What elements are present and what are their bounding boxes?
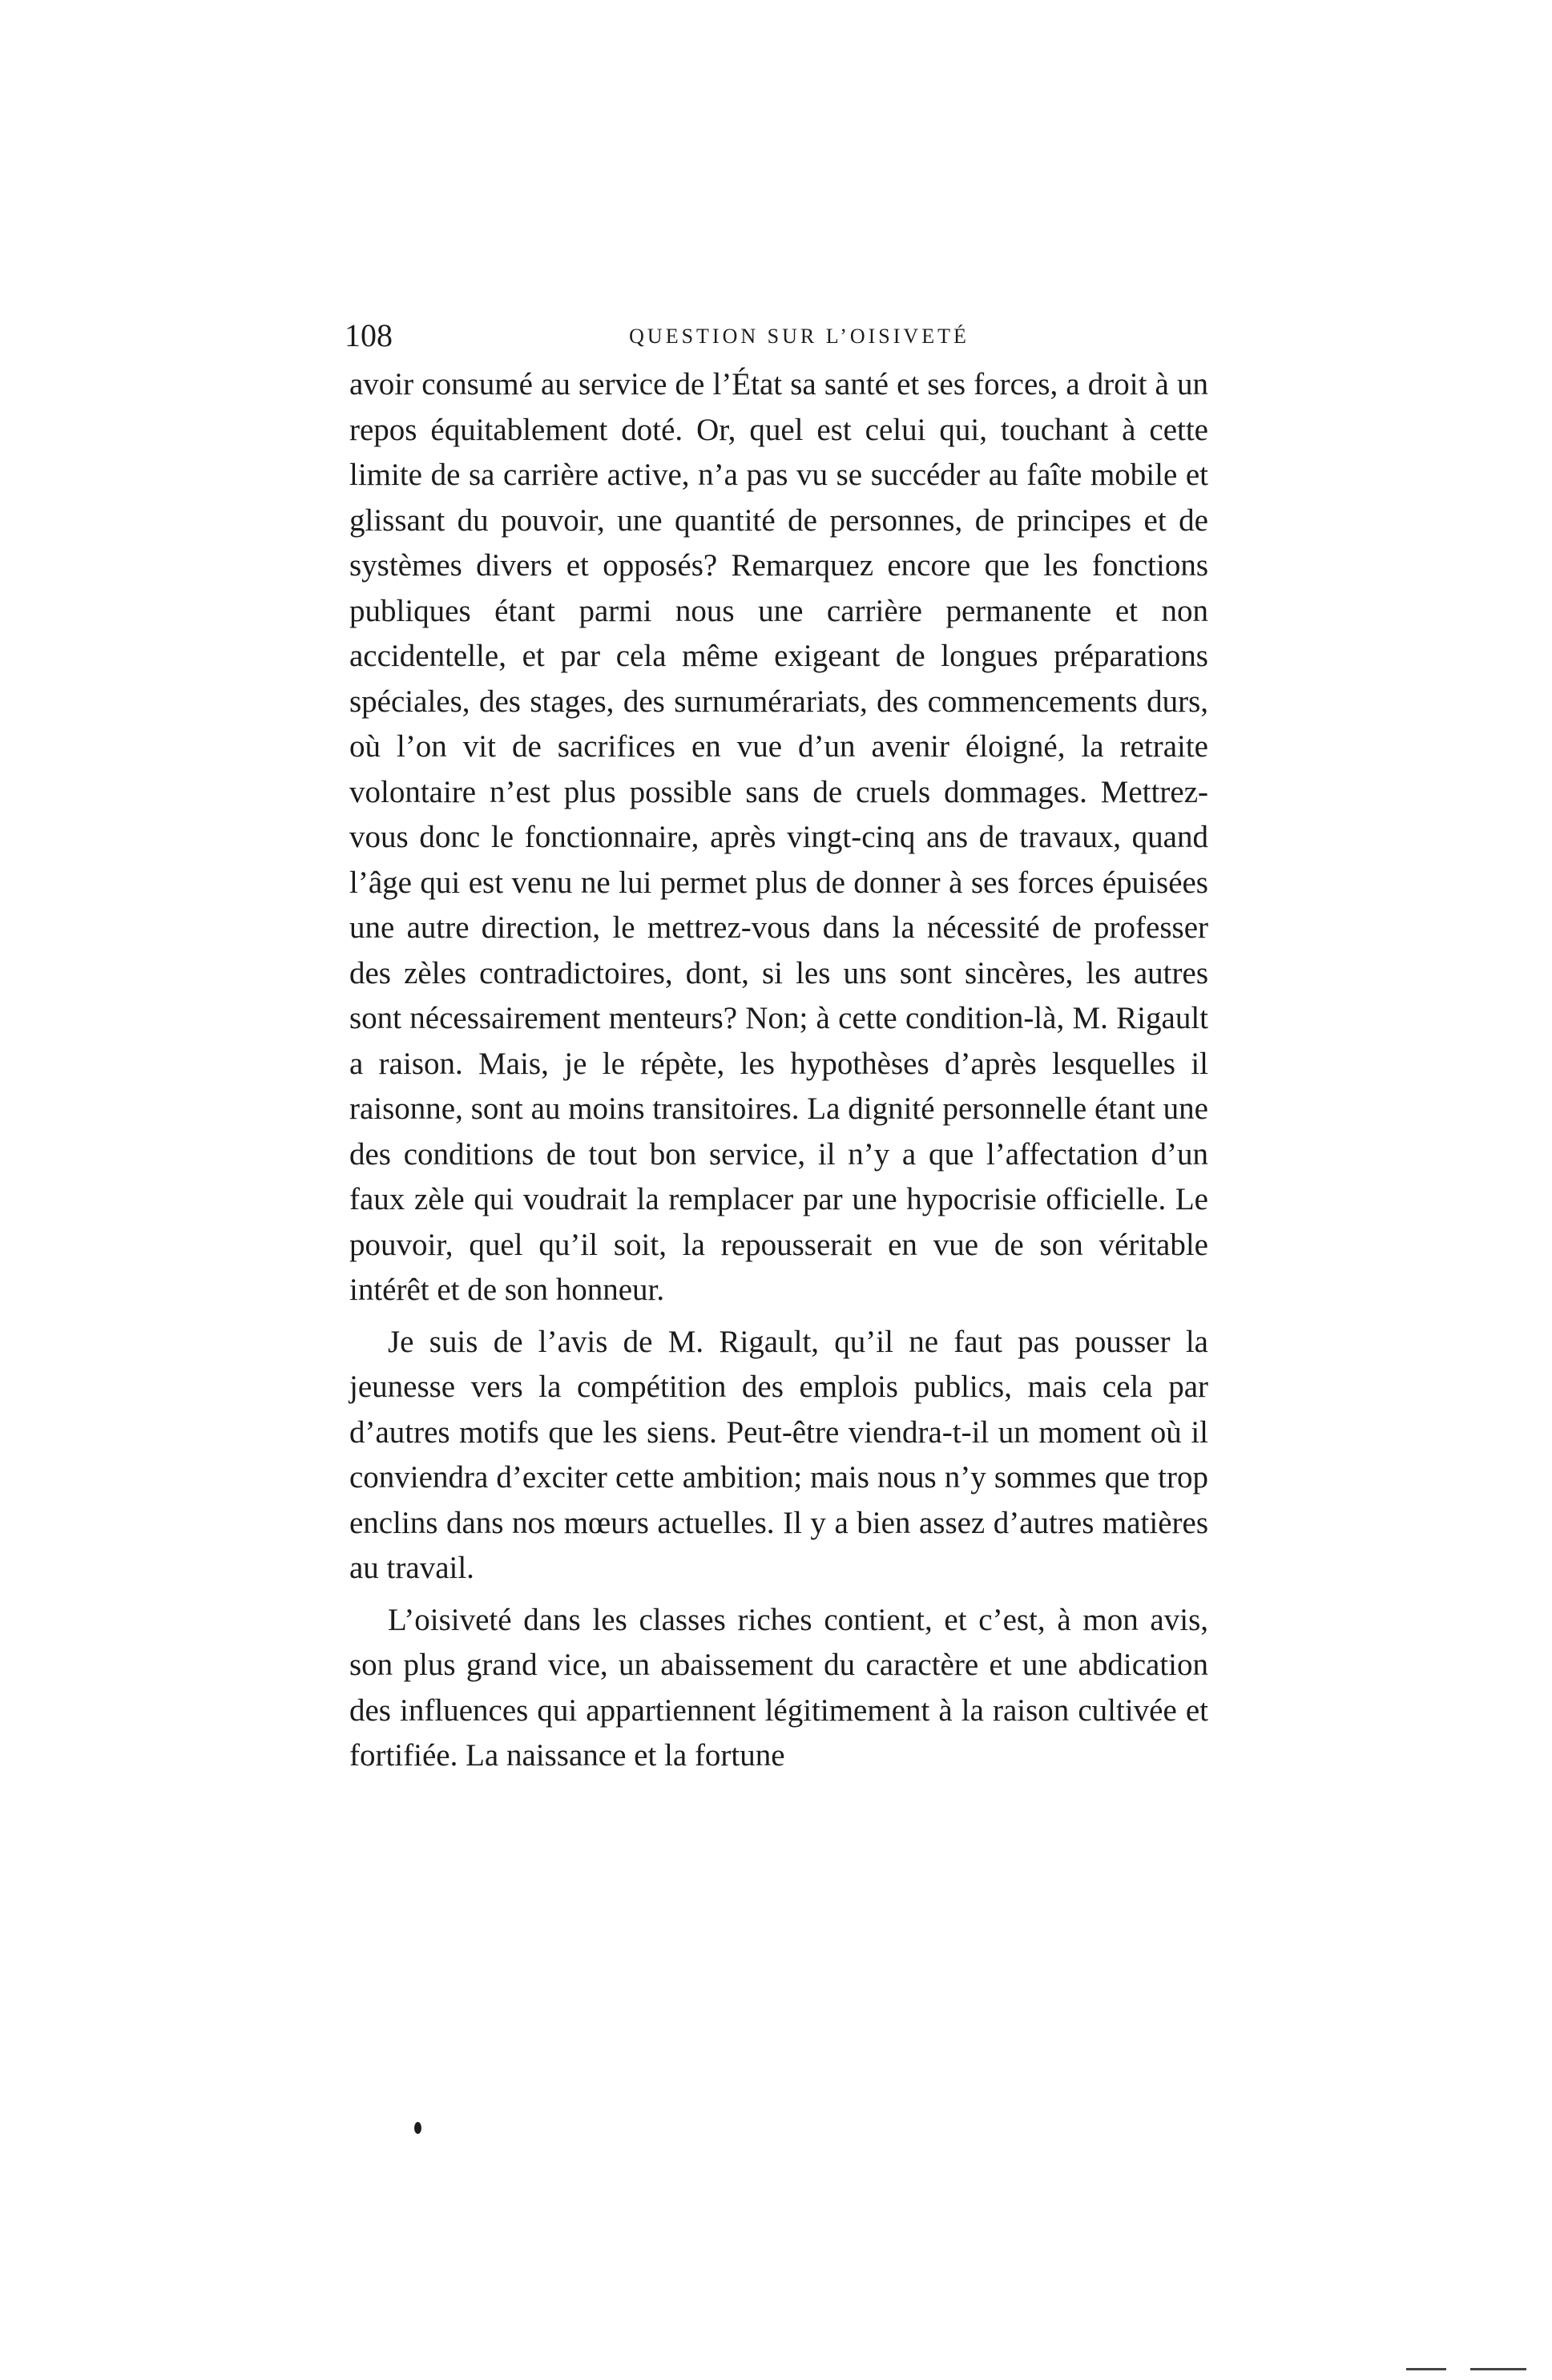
running-header bbox=[345, 316, 1206, 356]
paragraph-oisivete: L’oisiveté dans les classes riches contient, et c’est, à mon avis, son plus grand vice, un abaissement du caractère et une abdication des influences qui appartiennent légitimement à la raison cultivée et fortifiée. La naissance et la fortune bbox=[349, 1602, 1208, 1773]
ink-speck bbox=[414, 2122, 421, 2134]
paragraph-continued: avoir consumé au service de l’État sa santé et ses forces, a droit à un repos équitablement doté. Or, quel est celui qui, touchant à cette limite de sa carrière active, n’a pas vu se succéder au faîte mobile et glissant du pouvoir, une quantité de personnes, de principes et de systèmes divers et opposés? Remarquez encore que les fonctions publiques étant parmi nous une carrière permanente et non accidentelle, et par cela même exigeant de longues préparations spéciales, des stages, des surnumérariats, des commencements durs, où l’on vit de sacrifices en vue d’un avenir éloigné, la retraite volontaire n’est plus possible sans de cruels dommages. Mettrez-vous donc le fonctionnaire, après vingt-cinq ans de travaux, quand l’âge qui est venu ne lui permet plus de donner à ses forces épuisées une autre direction, le mettrez-vous dans la nécessité de professer des zèles contradictoires, dont, si les uns sont sincères, les autres sont nécessairement menteurs? Non; à cette condition-là, M. Rigault a raison. Mais, je le répète, les hypothèses d’après lesquelles il raisonne, sont au moins transitoires. La dignité personnelle étant une des conditions de tout bon service, il n’y a que l’affectation d’un faux zèle qui voudrait la remplacer par une hypocrisie officielle. Le pouvoir, quel qu’il soit, la repousserait en vue de son véritable intérêt et de son honneur. bbox=[349, 367, 1208, 1307]
page-number: 108 bbox=[345, 317, 393, 353]
running-title: QUESTION SUR L’OISIVETÉ bbox=[629, 325, 969, 348]
paragraph-rigault-opinion: Je suis de l’avis de M. Rigault, qu’il ne faut pas pousser la jeunesse vers la compétition des emplois publics, mais cela par d’autres motifs que les siens. Peut-être viendra-t-il un moment où il conviendra d’exciter cette ambition; mais nous n’y sommes que trop enclins dans nos mœurs actuelles. Il y a bien assez d’autres matières au travail. bbox=[349, 1324, 1208, 1585]
body-text bbox=[349, 362, 1208, 1779]
edge-mark bbox=[1406, 2368, 1526, 2370]
